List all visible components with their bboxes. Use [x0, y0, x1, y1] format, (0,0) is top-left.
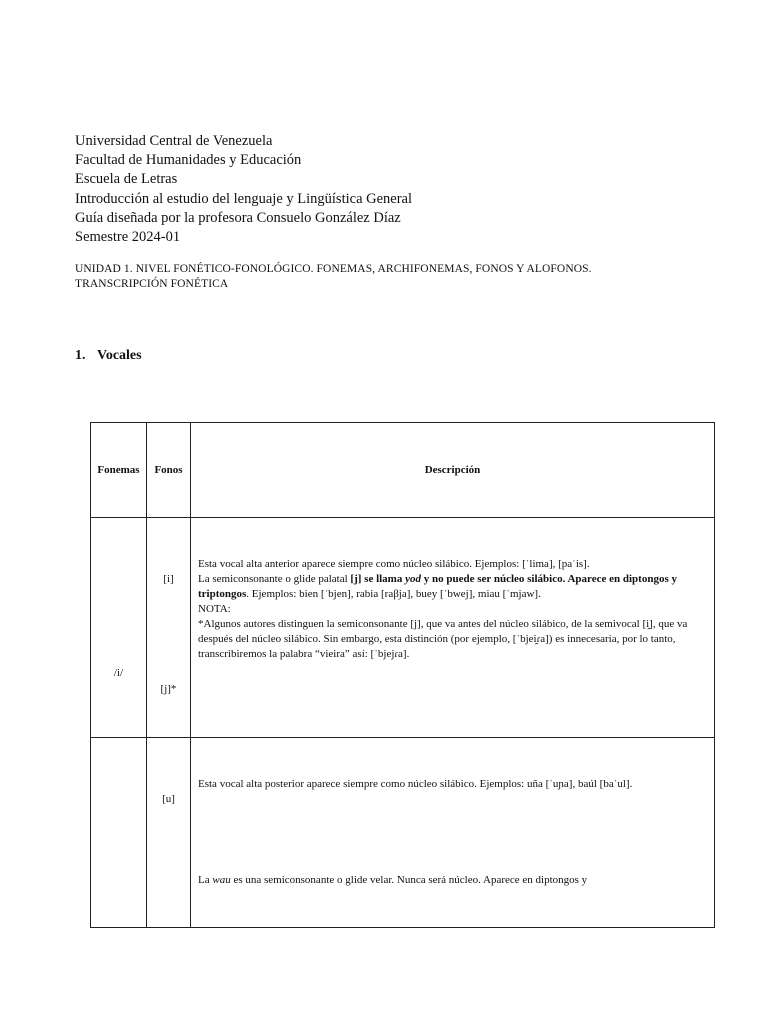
header-descripcion: Descripción [191, 423, 715, 518]
fonos-cell [147, 518, 191, 738]
text-run: es una semiconsonante o glide velar. Nunca será núcleo. Aparece en diptongos y [230, 874, 588, 886]
unit-title [75, 262, 592, 292]
header-course: Introducción al estudio del lenguaje y Lingüística General [75, 190, 413, 207]
table-row [91, 518, 715, 738]
fonema-value: /i/ [113, 667, 124, 679]
header-university: Universidad Central de Venezuela [75, 133, 273, 149]
header-author: Guía diseñada por la profesora Consuelo González Díaz [75, 209, 401, 226]
text-run: . Ejemplos: bien [ˈbjen], rabia [raβja], buey [ˈbwej], miau [ˈmjaw]. [246, 588, 541, 600]
section-heading [75, 348, 142, 364]
description-paragraph [198, 873, 708, 888]
fonema-cell [91, 738, 147, 928]
header-semester: Semestre 2024-01 [75, 229, 181, 246]
text-run: La semiconsonante o glide palatal [198, 573, 351, 585]
description-cell [191, 738, 715, 928]
fono-value: [u] [162, 793, 175, 805]
text-run-bold: y no puede ser núcleo silábico. Aparece en diptongos y triptongos [198, 573, 677, 600]
note-label: NOTA: [198, 603, 231, 615]
description-paragraph: Esta vocal alta posterior aparece siempre como núcleo silábico. Ejemplos: uña [ˈuɲa], baúl [baˈul]. [198, 778, 633, 790]
description-text [198, 557, 708, 662]
fonema-cell [91, 518, 147, 738]
fono-value: [i] [163, 573, 174, 585]
header-faculty: Facultad de Humanidades y Educación [75, 152, 302, 169]
section-number: 1. [75, 348, 86, 363]
unit-title-line-2: TRANSCRIPCIÓN FONÉTICA [75, 278, 229, 290]
fonos-cell [147, 738, 191, 928]
description-cell [191, 518, 715, 738]
section-title: Vocales [97, 348, 142, 363]
text-run-bold-italic: yod [405, 573, 421, 585]
table-header-row [91, 423, 715, 518]
text-run: La [198, 874, 213, 886]
fono-value: [j]* [160, 683, 177, 695]
header-fonemas: Fonemas [91, 423, 147, 518]
text-run-bold: [j] se llama [350, 573, 406, 585]
description-text [198, 873, 708, 888]
document-header [75, 132, 412, 247]
description-paragraph [198, 572, 708, 602]
text-run-italic: wau [212, 874, 231, 886]
unit-title-line-1: UNIDAD 1. NIVEL FONÉTICO-FONOLÓGICO. FONEMAS, ARCHIFONEMAS, FONOS Y ALOFONOS. [75, 263, 592, 275]
vowels-table [90, 422, 715, 928]
header-school: Escuela de Letras [75, 171, 178, 188]
table-row [91, 738, 715, 928]
header-fonos: Fonos [147, 423, 191, 518]
description-text [198, 777, 708, 792]
note-text: *Algunos autores distinguen la semiconsonante [j], que va antes del núcleo silábico, de la semivocal [i̯], que va después del núcleo silábico. Sin embargo, esta distinción (por ejemplo, [ˈbjei̯ɾa]) es innecesaria, por lo tanto, transcribiremos la palabra “vieira” así: [ˈbjejɾa]. [198, 618, 688, 660]
description-paragraph: Esta vocal alta anterior aparece siempre como núcleo silábico. Ejemplos: [ˈlima], [paˈis]. [198, 558, 590, 570]
